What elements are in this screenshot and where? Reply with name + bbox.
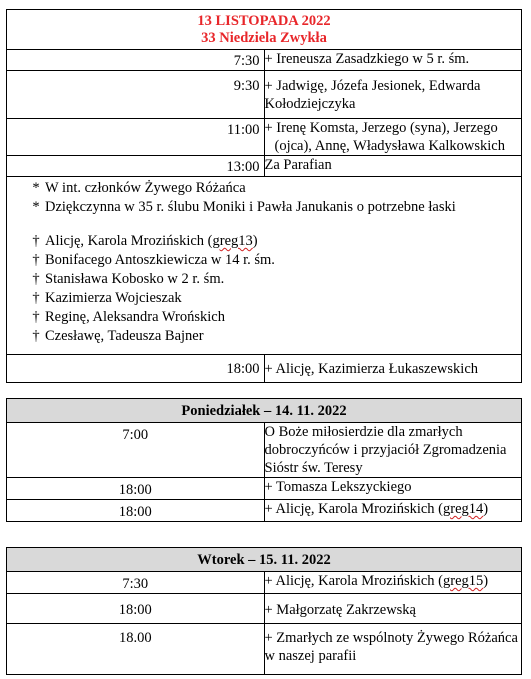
intention-text: Kazimierza Wojcieszak — [45, 290, 182, 306]
collective-mass-row — [7, 177, 522, 355]
intention-text: Bonifacego Antoszkiewicza w 14 r. śm. — [45, 252, 275, 268]
intention-text: Czesławę, Tadeusza Bajner — [45, 328, 204, 344]
cross-icon: † — [32, 233, 40, 249]
mass-row — [7, 355, 522, 383]
mass-intention: + Jadwigę, Józefa Jesionek, Edwarda Kołodziejczyka — [264, 71, 522, 119]
mass-row — [7, 500, 522, 522]
sunday-schedule-table — [6, 9, 522, 383]
intention-text: W int. członków Żywego Różańca — [45, 180, 246, 196]
mass-time: 18:00 — [7, 594, 265, 624]
list-item — [27, 289, 521, 308]
list-item — [27, 270, 521, 289]
intention-text: + Alicję, Karola Mrozińskich ( — [264, 501, 444, 517]
collective-intentions — [7, 177, 522, 355]
cross-icon: † — [32, 309, 40, 325]
mass-intention — [264, 500, 522, 522]
mass-row — [7, 624, 522, 675]
intention-text: Reginę, Aleksandra Wrońskich — [45, 309, 225, 325]
mass-intention: + Zmarłych ze wspólnoty Żywego Różańca w naszej parafii — [264, 624, 522, 675]
mass-time: 13:00 — [7, 156, 265, 177]
mass-time: 7:00 — [7, 423, 265, 478]
mass-time: 18:00 — [7, 500, 265, 522]
tuesday-header: Wtorek – 15. 11. 2022 — [7, 548, 522, 572]
mass-intention — [264, 572, 522, 594]
list-item — [27, 327, 521, 346]
cross-icon: † — [32, 271, 40, 287]
mass-row — [7, 71, 522, 119]
mass-time: 18:00 — [7, 355, 265, 383]
spellcheck-word: greg15 — [443, 573, 484, 589]
mass-row — [7, 119, 522, 156]
list-item — [27, 198, 521, 217]
monday-schedule-table — [6, 398, 522, 522]
asterisk-icon: * — [32, 199, 40, 215]
mass-row — [7, 156, 522, 177]
mass-time: 9:30 — [7, 71, 265, 119]
mass-row — [7, 478, 522, 500]
intention-text: Stanisława Kobosko w 2 r. śm. — [45, 271, 225, 287]
mass-time: 18:00 — [7, 478, 265, 500]
mass-intention: + Małgorzatę Zakrzewską — [264, 594, 522, 624]
mass-time: 7:30 — [7, 50, 265, 71]
mass-time: 7:30 — [7, 572, 265, 594]
mass-intention: + Ireneusza Zasadzkiego w 5 r. śm. — [264, 50, 522, 71]
spellcheck-word: greg14 — [443, 501, 484, 517]
list-item — [27, 251, 521, 270]
monday-header: Poniedziałek – 14. 11. 2022 — [7, 399, 522, 423]
cross-icon: † — [32, 290, 40, 306]
mass-intention — [264, 119, 522, 156]
sunday-date: 13 LISTOPADA 2022 — [197, 13, 331, 29]
mass-intention: Za Parafian — [264, 156, 522, 177]
asterisk-icon: * — [32, 180, 40, 196]
mass-intention: O Boże miłosierdzie dla zmarłych dobroczyńców i przyjaciół Zgromadzenia Sióstr św. Teresy — [264, 423, 522, 478]
intention-text: Alicję, Karola Mrozińskich ( — [45, 233, 213, 249]
mass-row — [7, 50, 522, 71]
list-item — [27, 232, 521, 251]
intention-text-tail: ) — [252, 233, 258, 249]
mass-intention-text: + Irenę Komsta, Jerzego (syna), Jerzego (ojca), Annę, Władysława Kalkowskich — [264, 120, 505, 154]
sunday-header — [7, 10, 522, 50]
intention-text-tail: ) — [483, 573, 489, 589]
mass-row — [7, 572, 522, 594]
intention-text: Dziękczynna w 35 r. ślubu Moniki i Pawła Janukanis o potrzebne łaski — [45, 199, 456, 215]
mass-row — [7, 423, 522, 478]
list-item — [27, 179, 521, 198]
mass-time: 18.00 — [7, 624, 265, 675]
intention-text-tail: ) — [483, 501, 489, 517]
mass-time: 11:00 — [7, 119, 265, 156]
mass-intention: + Alicję, Kazimierza Łukaszewskich — [264, 355, 522, 383]
list-spacer — [27, 217, 521, 232]
cross-icon: † — [32, 328, 40, 344]
cross-icon: † — [32, 252, 40, 268]
list-item — [27, 308, 521, 327]
tuesday-schedule-table — [6, 547, 522, 675]
sunday-name: 33 Niedziela Zwykła — [201, 30, 327, 46]
mass-intention: + Tomasza Lekszyckiego — [264, 478, 522, 500]
intention-text: + Alicję, Karola Mrozińskich ( — [264, 573, 444, 589]
mass-row — [7, 594, 522, 624]
spellcheck-word: greg13 — [212, 233, 253, 249]
